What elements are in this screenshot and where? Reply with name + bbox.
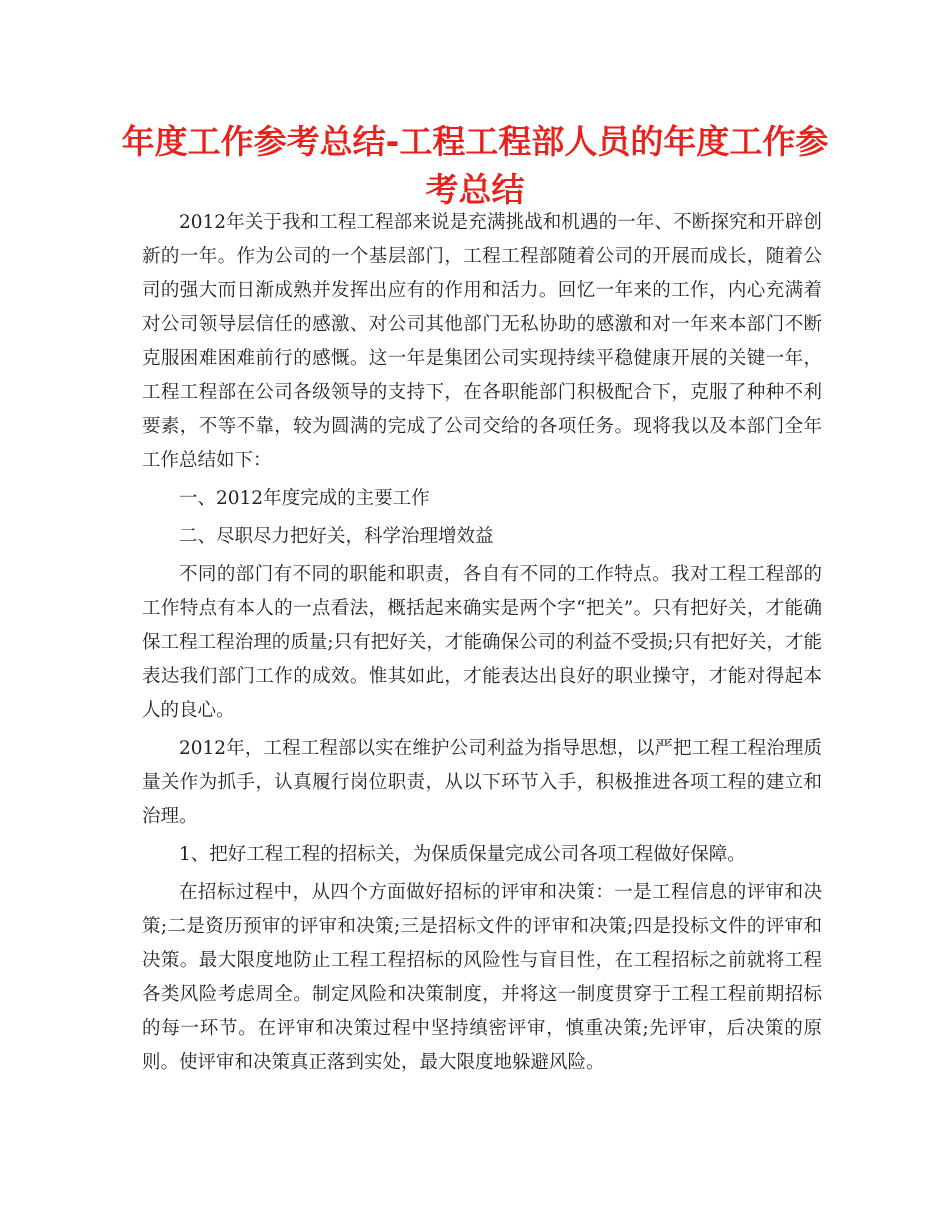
heading-main-work: 一、2012年度完成的主要工作	[179, 488, 430, 509]
paragraph-tendering: 在招标过程中，从四个方面做好招标的评审和决策：一是工程信息的评审和决策;二是资历预审的评审和决策;三是招标文件的评审和决策;四是投标文件的评审和决策。最大限度地防止工程工程招标的风险性与盲目性，在工程招标之前就将工程各类风险考虑周全。制定风险和决策制度，并将这一制度贯穿于工程工程前期招标的每一环节。在评审和决策过程中坚持缜密评审，慎重决策;先评审，后决策的原则。使评审和决策真正落到实处，最大限度地躲避风险。	[142, 882, 822, 1073]
paragraph-intro: 2012年关于我和工程工程部来说是充满挑战和机遇的一年、不断探究和开辟创新的一年。作为公司的一个基层部门，工程工程部随着公司的开展而成长，随着公司的强大而日渐成熟并发挥出应有的作用和活力。回忆一年来的工作，内心充满着对公司领导层信任的感激、对公司其他部门无私协助的感激和对一年来本部门不断克服困难困难前行的感慨。这一年是集团公司实现持续平稳健康开展的关键一年，工程工程部在公司各级领导的支持下，在各职能部门积极配合下，克服了种种不利要素，不等不靠，较为圆满的完成了公司交给的各项任务。现将我以及本部门全年工作总结如下：	[142, 212, 822, 471]
document-title: 年度工作参考总结-工程工程部人员的年度工作参考总结	[121, 122, 829, 209]
heading-tendering: 1、把好工程工程的招标关，为保质保量完成公司各项工程做好保障。	[179, 844, 746, 865]
document-body	[142, 206, 822, 1080]
paragraph-gatekeeping: 不同的部门有不同的职能和职责，各自有不同的工作特点。我对工程工程部的工作特点有本人的一点看法，概括起来确实是两个字“把关”。只有把好关，才能确保工程工程治理的质量;只有把好关，才能确保公司的利益不受损;只有把好关，才能表达我们部门工作的成效。惟其如此，才能表达出良好的职业操守，才能对得起本人的良心。	[142, 564, 822, 721]
paragraph-2012-guidance: 2012年，工程工程部以实在维护公司利益为指导思想，以严把工程工程治理质量关作为抓手，认真履行岗位职责，从以下环节入手，积极推进各项工程的建立和治理。	[142, 738, 822, 827]
heading-gatekeeping: 二、尽职尽力把好关，科学治理增效益	[179, 526, 494, 547]
